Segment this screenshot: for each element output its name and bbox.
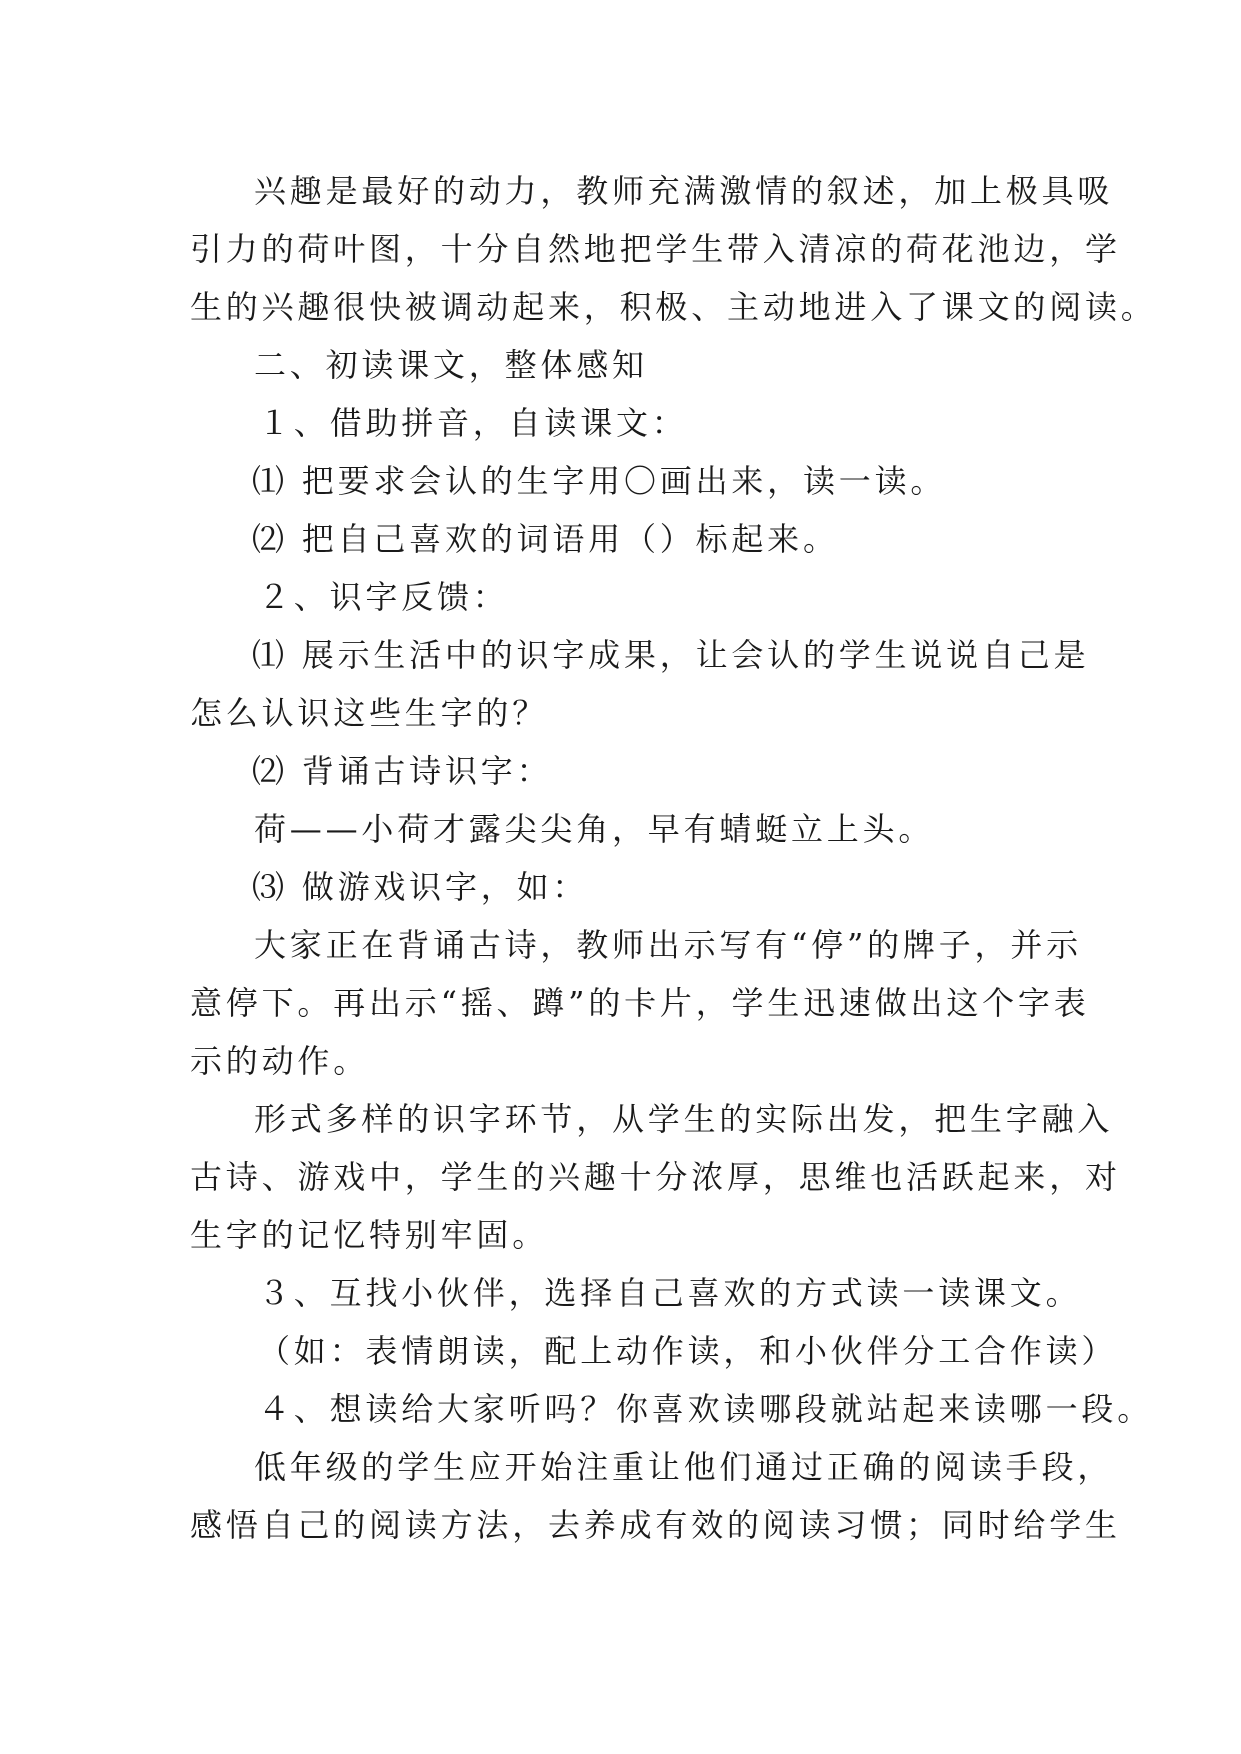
list-item: １、借助拼音，自读课文： [258,404,688,442]
paragraph-line: 感悟自己的阅读方法，去养成有效的阅读习惯；同时给学生 [190,1506,1121,1544]
list-item: ４、想读给大家听吗？你喜欢读哪段就站起来读哪一段。 [258,1390,1154,1428]
paragraph-line: 古诗、游戏中，学生的兴趣十分浓厚，思维也活跃起来，对 [190,1158,1121,1196]
section-heading: 二、初读课文，整体感知 [254,346,648,384]
list-item: ３、互找小伙伴，选择自己喜欢的方式读一读课文。 [258,1274,1082,1312]
paragraph-line: 大家正在背诵古诗，教师出示写有“停”的牌子，并示 [254,926,1082,964]
paragraph-line: 怎么认识这些生字的？ [190,694,549,732]
list-item: ⑴ 展示生活中的识字成果，让会认的学生说说自己是 [252,636,1090,674]
paragraph-line: 兴趣是最好的动力，教师充满激情的叙述，加上极具吸 [254,172,1114,210]
paragraph-line: 意停下。再出示“摇、蹲”的卡片，学生迅速做出这个字表 [190,984,1090,1022]
list-item: ⑵ 把自己喜欢的词语用（）标起来。 [252,520,839,558]
paragraph-line: 生的兴趣很快被调动起来，积极、主动地进入了课文的阅读。 [190,288,1157,326]
paragraph-line: 示的动作。 [190,1042,370,1080]
list-item: ⑴ 把要求会认的生字用〇画出来，读一读。 [252,462,947,500]
paragraph-line: （如：表情朗读，配上动作读，和小伙伴分工合作读） [258,1332,1118,1370]
paragraph-line: 低年级的学生应开始注重让他们通过正确的阅读手段， [254,1448,1114,1486]
paragraph-line: 形式多样的识字环节，从学生的实际出发，把生字融入 [254,1100,1114,1138]
list-item: ⑶ 做游戏识字，如： [252,868,589,906]
paragraph-line: 引力的荷叶图，十分自然地把学生带入清凉的荷花池边，学 [190,230,1121,268]
paragraph-line: 生字的记忆特别牢固。 [190,1216,549,1254]
list-item: ⑵ 背诵古诗识字： [252,752,553,790]
poem-line: 荷——小荷才露尖尖角，早有蜻蜓立上头。 [254,810,935,848]
list-item: ２、识字反馈： [258,578,509,616]
